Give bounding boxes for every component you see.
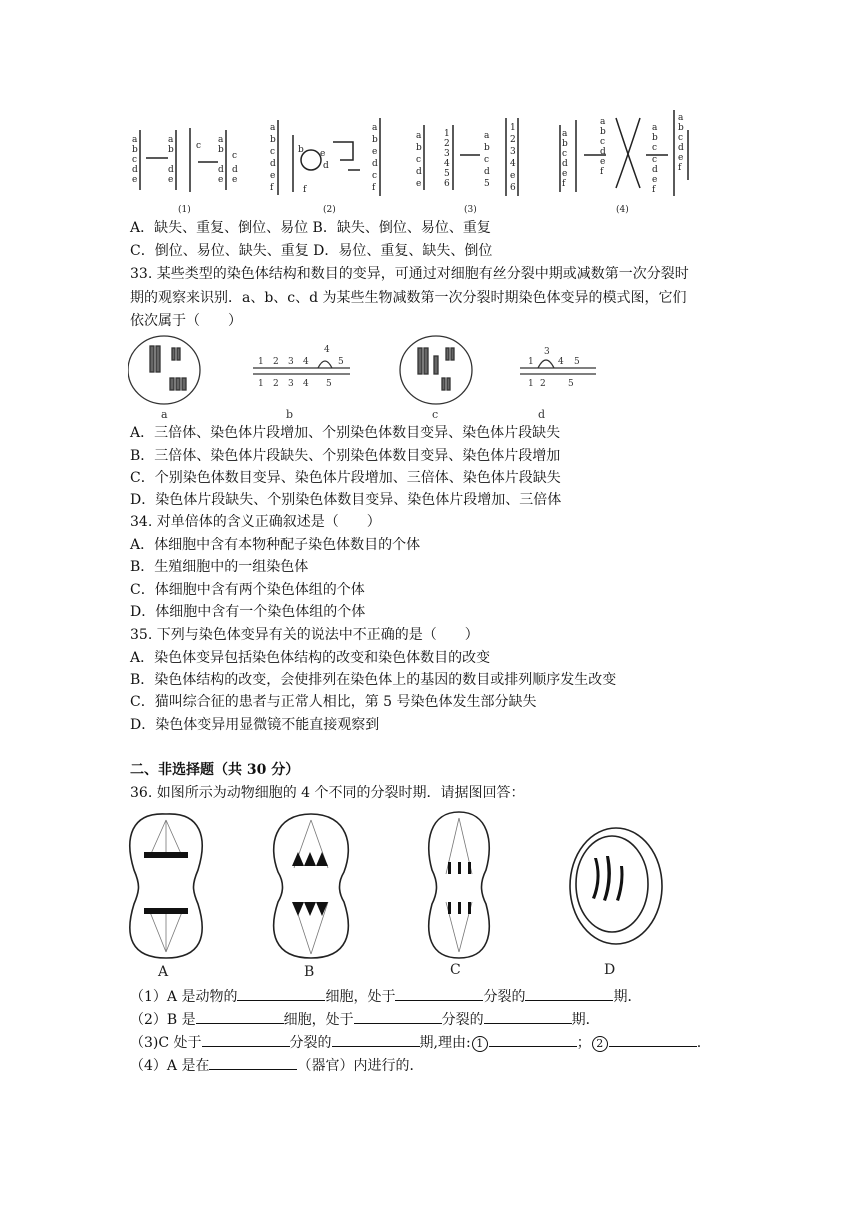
q36-sub1	[130, 986, 641, 1007]
q36-fig-label-b: B	[304, 964, 315, 980]
svg-text:f: f	[303, 185, 307, 195]
svg-text:e: e	[652, 175, 658, 185]
q36-sub1-text-d: 期．	[613, 989, 642, 1005]
svg-text:d: d	[652, 165, 658, 175]
q36-sub2	[130, 1009, 600, 1030]
svg-text:4: 4	[324, 345, 330, 355]
svg-text:f: f	[270, 183, 274, 193]
q34-option-d: D．体细胞中含有一个染色体组的个体	[130, 604, 366, 620]
q35-option-b: B．染色体结构的改变，会使排列在染色体上的基因的数目或排列顺序发生改变	[130, 672, 617, 688]
svg-text:e: e	[168, 175, 174, 185]
svg-text:d: d	[232, 165, 238, 175]
svg-text:f: f	[372, 183, 376, 193]
q36-sub3-blank-3[interactable]	[489, 1032, 577, 1047]
svg-text:c: c	[484, 155, 490, 165]
q36-sub3-text-a: （3)C 处于	[130, 1035, 202, 1051]
svg-text:4: 4	[444, 159, 450, 169]
svg-text:c: c	[678, 133, 684, 143]
q33-stem-line-3: 依次属于（ ）	[130, 313, 242, 329]
svg-text:c: c	[562, 149, 568, 159]
q33-option-c: C．个别染色体数目变异、染色体片段增加、三倍体、染色体片段缺失	[130, 470, 561, 486]
svg-text:2: 2	[444, 139, 450, 149]
q35-stem: 35. 下列与染色体变异有关的说法中不正确的是（ ）	[130, 627, 479, 643]
svg-text:3: 3	[444, 149, 450, 159]
svg-text:3: 3	[510, 147, 516, 157]
q33-stem-line-1: 33. 某些类型的染色体结构和数目的变异，可通过对细胞有丝分裂中期或减数第一次分裂时	[130, 266, 689, 282]
svg-text:a: a	[678, 113, 684, 123]
svg-text:5: 5	[338, 357, 344, 367]
q36-sub2-text-a: （2）B 是	[130, 1012, 196, 1028]
q32-fig-label-4: (4)	[616, 205, 629, 215]
svg-text:6: 6	[444, 179, 450, 189]
q36-cell-division-figure	[126, 808, 676, 980]
svg-text:a: a	[562, 129, 568, 139]
svg-text:d: d	[416, 167, 422, 177]
q36-sub3-blank-4[interactable]	[609, 1032, 697, 1047]
q32-option-line-2: C．倒位、易位、缺失、重复 D．易位、重复、缺失、倒位	[130, 243, 493, 259]
svg-text:2: 2	[510, 135, 516, 145]
svg-text:1: 1	[510, 123, 516, 133]
svg-text:f: f	[562, 179, 566, 189]
svg-text:d: d	[270, 159, 276, 169]
svg-text:e: e	[562, 169, 568, 179]
svg-text:c: c	[232, 151, 238, 161]
q36-sub2-blank-3[interactable]	[484, 1009, 572, 1024]
svg-text:1: 1	[528, 379, 534, 389]
svg-text:c: c	[600, 137, 606, 147]
q33-option-d: D．染色体片段缺失、个别染色体数目变异、染色体片段增加、三倍体	[130, 492, 562, 508]
svg-text:b: b	[372, 135, 378, 145]
q36-fig-label-d: D	[604, 962, 616, 978]
svg-text:b: b	[298, 145, 304, 155]
svg-text:e: e	[510, 171, 516, 181]
svg-text:c: c	[652, 143, 658, 153]
q36-sub3-circled-1: 1	[472, 1036, 488, 1052]
q36-sub3-blank-1[interactable]	[202, 1032, 290, 1047]
q36-sub2-text-b: 细胞，处于	[283, 1012, 354, 1028]
q32-option-line-1: A．缺失、重复、倒位、易位 B．缺失、倒位、易位、重复	[130, 220, 491, 236]
svg-text:d: d	[600, 147, 606, 157]
svg-text:3: 3	[288, 379, 294, 389]
svg-text:a: a	[218, 135, 224, 145]
q36-sub4-text-b: （器官）内进行的．	[297, 1058, 424, 1074]
svg-text:b: b	[132, 145, 138, 155]
svg-text:b: b	[678, 123, 684, 133]
q34-option-b: B．生殖细胞中的一组染色体	[130, 559, 309, 575]
q33-variation-figure	[128, 334, 598, 422]
svg-text:b: b	[270, 135, 276, 145]
q36-sub1-blank-2[interactable]	[395, 986, 483, 1001]
q33-option-b: B．三倍体、染色体片段缺失、个别染色体数目变异、染色体片段增加	[130, 448, 561, 464]
q36-sub2-text-c: 分裂的	[441, 1012, 484, 1028]
svg-text:b: b	[652, 133, 658, 143]
svg-text:e: e	[372, 147, 378, 157]
svg-text:d: d	[168, 165, 174, 175]
q36-sub3-text-c: 期,理由:	[419, 1035, 471, 1051]
q36-sub1-blank-1[interactable]	[237, 986, 325, 1001]
svg-text:1: 1	[258, 357, 264, 367]
q36-sub4-text-a: （4）A 是在	[130, 1058, 210, 1074]
q36-sub2-blank-1[interactable]	[196, 1009, 284, 1024]
svg-text:5: 5	[574, 357, 580, 367]
q33-fig-label-c: c	[432, 408, 439, 421]
svg-text:a: a	[652, 123, 658, 133]
svg-text:a: a	[270, 123, 276, 133]
svg-text:a: a	[600, 117, 606, 127]
q36-stem: 36. 如图所示为动物细胞的 4 个不同的分裂时期．请据图回答：	[130, 785, 525, 801]
svg-text:2: 2	[273, 379, 279, 389]
q32-chromosome-figure	[128, 100, 698, 218]
svg-text:e: e	[232, 175, 238, 185]
svg-text:2: 2	[540, 379, 546, 389]
svg-text:d: d	[323, 161, 329, 171]
q35-option-c: C．猫叫综合征的患者与正常人相比，第 5 号染色体发生部分缺失	[130, 694, 537, 710]
svg-text:d: d	[562, 159, 568, 169]
svg-text:b: b	[600, 127, 606, 137]
q35-option-d: D．染色体变异用显微镜不能直接观察到	[130, 717, 380, 733]
svg-text:c: c	[196, 141, 202, 151]
q36-fig-label-a: A	[158, 964, 169, 980]
q33-fig-label-d: d	[538, 408, 546, 421]
q36-sub3-sep: ；	[576, 1035, 591, 1051]
section-2-title: 二、非选择题（共 30 分）	[130, 762, 300, 778]
svg-text:b: b	[484, 143, 490, 153]
q35-option-a: A．染色体变异包括染色体结构的改变和染色体数目的改变	[130, 650, 491, 666]
svg-text:b: b	[168, 145, 174, 155]
q32-fig-label-3: (3)	[464, 205, 477, 215]
svg-text:1: 1	[444, 129, 450, 139]
q32-fig-label-1: (1)	[178, 205, 191, 215]
q34-stem: 34. 对单倍体的含义正确叙述是（ ）	[130, 514, 381, 530]
svg-text:4: 4	[303, 357, 309, 367]
svg-text:e: e	[320, 149, 326, 159]
q36-sub3-blank-2[interactable]	[332, 1032, 420, 1047]
svg-text:5: 5	[484, 179, 490, 189]
svg-text:e: e	[600, 157, 606, 167]
svg-text:a: a	[484, 131, 490, 141]
q36-fig-label-c: C	[450, 962, 461, 978]
svg-text:b: b	[416, 143, 422, 153]
svg-text:4: 4	[510, 159, 516, 169]
q36-sub3-circled-2: 2	[592, 1036, 608, 1052]
svg-text:a: a	[168, 135, 174, 145]
svg-text:d: d	[484, 167, 490, 177]
svg-text:c: c	[372, 171, 378, 181]
q36-sub3-text-b: 分裂的	[289, 1035, 332, 1051]
svg-text:d: d	[218, 165, 224, 175]
svg-text:e: e	[132, 175, 138, 185]
svg-text:5: 5	[444, 169, 450, 179]
svg-text:c: c	[416, 155, 422, 165]
svg-text:e: e	[270, 171, 276, 181]
svg-text:2: 2	[273, 357, 279, 367]
q36-sub3	[130, 1032, 701, 1053]
q36-sub2-text-d: 期．	[571, 1012, 600, 1028]
svg-text:d: d	[132, 165, 138, 175]
q33-fig-label-a: a	[161, 408, 168, 421]
svg-text:1: 1	[528, 357, 534, 367]
svg-text:c: c	[132, 155, 138, 165]
q33-stem-line-2: 期的观察来识别．a、b、c、d 为某些生物减数第一次分裂时期染色体变异的模式图，它们	[130, 290, 687, 306]
svg-text:a: a	[416, 131, 422, 141]
svg-text:3: 3	[544, 347, 550, 357]
svg-text:a: a	[372, 123, 378, 133]
svg-text:6: 6	[510, 183, 516, 193]
svg-text:b: b	[562, 139, 568, 149]
q36-sub4-blank-1[interactable]	[209, 1055, 297, 1070]
svg-text:4: 4	[303, 379, 309, 389]
svg-text:1: 1	[258, 379, 264, 389]
q34-option-c: C．体细胞中含有两个染色体组的个体	[130, 582, 365, 598]
q34-option-a: A．体细胞中含有本物种配子染色体数目的个体	[130, 537, 421, 553]
svg-text:5: 5	[568, 379, 574, 389]
svg-text:f: f	[600, 167, 604, 177]
svg-text:f: f	[678, 163, 682, 173]
svg-text:d: d	[678, 143, 684, 153]
q36-sub1-blank-3[interactable]	[525, 986, 613, 1001]
q32-fig-label-2: (2)	[323, 205, 336, 215]
svg-text:e: e	[416, 179, 422, 189]
svg-text:b: b	[218, 145, 224, 155]
q36-sub1-text-c: 分裂的	[483, 989, 526, 1005]
svg-text:c: c	[652, 155, 658, 165]
q36-sub4	[130, 1055, 423, 1076]
svg-text:a: a	[132, 135, 138, 145]
svg-text:5: 5	[326, 379, 332, 389]
q33-fig-label-b: b	[286, 408, 294, 421]
svg-text:3: 3	[288, 357, 294, 367]
svg-text:4: 4	[558, 357, 564, 367]
q36-sub1-text-b: 细胞，处于	[325, 989, 396, 1005]
svg-text:c: c	[270, 147, 276, 157]
svg-text:e: e	[678, 153, 684, 163]
svg-text:f: f	[652, 185, 656, 195]
q36-sub1-text-a: （1）A 是动物的	[130, 989, 238, 1005]
q33-option-a: A．三倍体、染色体片段增加、个别染色体数目变异、染色体片段缺失	[130, 425, 561, 441]
q36-sub2-blank-2[interactable]	[354, 1009, 442, 1024]
q36-sub3-text-d: .	[696, 1035, 702, 1051]
svg-text:e: e	[218, 175, 224, 185]
svg-text:d: d	[372, 159, 378, 169]
